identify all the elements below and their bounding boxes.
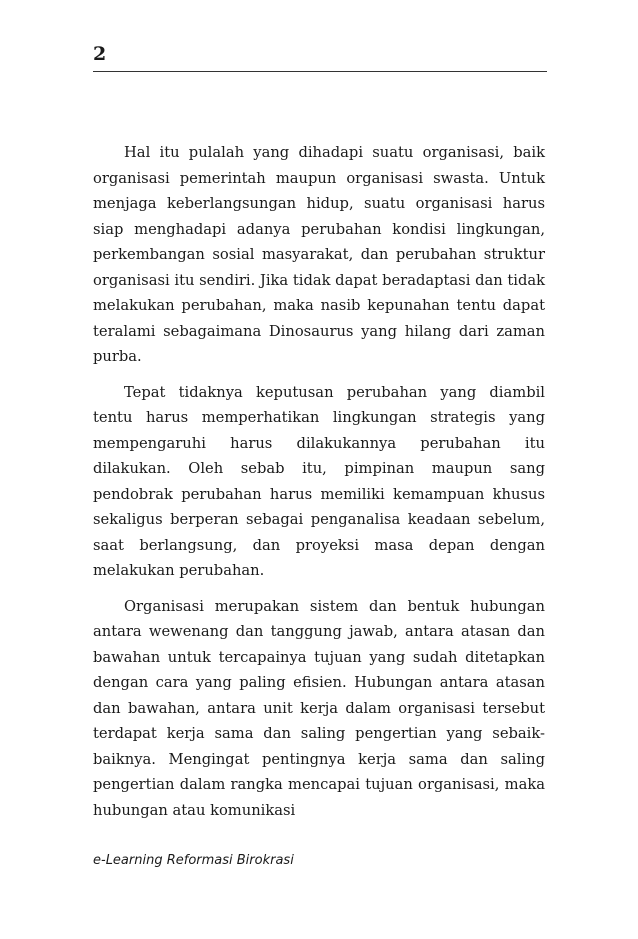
page-number: 2 (93, 43, 107, 65)
header-rule (93, 71, 547, 72)
paragraph: Tepat tidaknya keputusan perubahan yang diambil tentu harus memperhatikan lingkungan strategis yang mempengaruhi harus dilakukannya perubahan itu dilakukan. Oleh sebab itu, pimpinan maupun sang pendobrak perubahan harus memiliki kemampuan khusus sekaligus berperan sebagai penganalisa keadaan sebelum, saat berlangsung, dan proyeksi masa depan dengan melakukan perubahan. (93, 383, 545, 579)
footer-title: e-Learning Reformasi Birokrasi (93, 853, 294, 868)
paragraph: Organisasi merupakan sistem dan bentuk hubungan antara wewenang dan tanggung jawab, antara atasan dan bawahan untuk tercapainya tujuan yang sudah ditetapkan dengan cara yang paling efisien. Hubungan antara atasan dan bawahan, antara unit kerja dalam organisasi tersebut terdapat kerja sama dan saling pengertian yang sebaik-baiknya. Mengingat pentingnya kerja sama dan saling pengertian dalam rangka mencapai tujuan organisasi, maka hubungan atau komunikasi (93, 597, 545, 819)
body-text (93, 140, 545, 823)
paragraph: Hal itu pulalah yang dihadapi suatu organisasi, baik organisasi pemerintah maupun organisasi swasta. Untuk menjaga keberlangsungan hidup, suatu organisasi harus siap menghadapi adanya perubahan kondisi lingkungan, perkembangan sosial masyarakat, dan perubahan struktur organisasi itu sendiri. Jika tidak dapat beradaptasi dan tidak melakukan perubahan, maka nasib kepunahan tentu dapat teralami sebagaimana Dinosaurus yang hilang dari zaman purba. (93, 144, 546, 365)
